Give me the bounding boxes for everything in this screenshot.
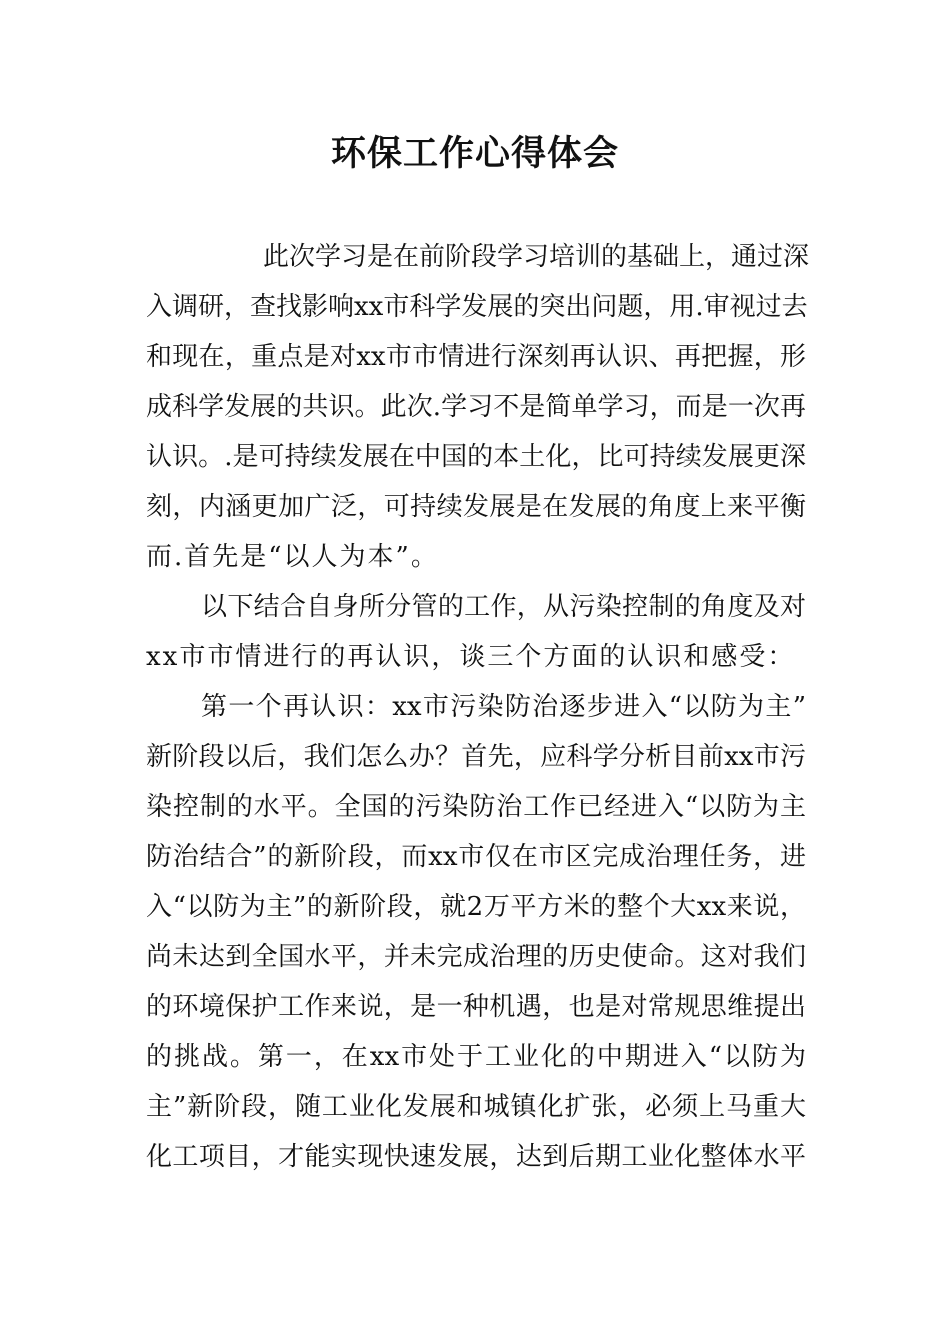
paragraph-line: 染控制的水平。全国的污染防治工作已经进入“以防为主 bbox=[146, 792, 806, 822]
paragraph-line: 化工项目，才能实现快速发展，达到后期工业化整体水平 bbox=[146, 1142, 806, 1172]
paragraph-line: 第一个再认识：xx市污染防治逐步进入“以防为主” bbox=[201, 692, 806, 722]
paragraph-line: 防治结合”的新阶段，而xx市仅在市区完成治理任务，进 bbox=[146, 842, 806, 872]
paragraph-line: 认识。.是可持续发展在中国的本土化，比可持续发展更深 bbox=[146, 442, 806, 472]
paragraph-line: 而.首先是“以人为本”。 bbox=[146, 542, 439, 572]
paragraph-line: 新阶段以后，我们怎么办？首先，应科学分析目前xx市污 bbox=[146, 742, 806, 772]
paragraph-line: 刻，内涵更加广泛，可持续发展是在发展的角度上来平衡 bbox=[146, 492, 806, 522]
paragraph-line: 入“以防为主”的新阶段，就2万平方米的整个大xx来说， bbox=[146, 892, 806, 922]
document-title: 环保工作心得体会 bbox=[330, 134, 619, 174]
paragraph-line: xx市市情进行的再认识，谈三个方面的认识和感受： bbox=[146, 642, 796, 672]
paragraph-line: 的挑战。第一，在xx市处于工业化的中期进入“以防为 bbox=[146, 1042, 806, 1072]
paragraph-line: 此次学习是在前阶段学习培训的基础上，通过深 bbox=[263, 242, 810, 272]
paragraph-line: 和现在，重点是对xx市市情进行深刻再认识、再把握，形 bbox=[146, 342, 806, 372]
paragraph-line: 主”新阶段，随工业化发展和城镇化扩张，必须上马重大 bbox=[146, 1092, 806, 1122]
paragraph-line: 成科学发展的共识。此次.学习不是简单学习，而是一次再 bbox=[146, 392, 806, 422]
paragraph-line: 入调研，查找影响xx市科学发展的突出问题，用.审视过去 bbox=[146, 292, 808, 322]
paragraph-line: 以下结合自身所分管的工作，从污染控制的角度及对 bbox=[201, 592, 806, 622]
paragraph-line: 尚未达到全国水平，并未完成治理的历史使命。这对我们 bbox=[146, 942, 806, 972]
paragraph-line: 的环境保护工作来说，是一种机遇，也是对常规思维提出 bbox=[146, 992, 806, 1022]
